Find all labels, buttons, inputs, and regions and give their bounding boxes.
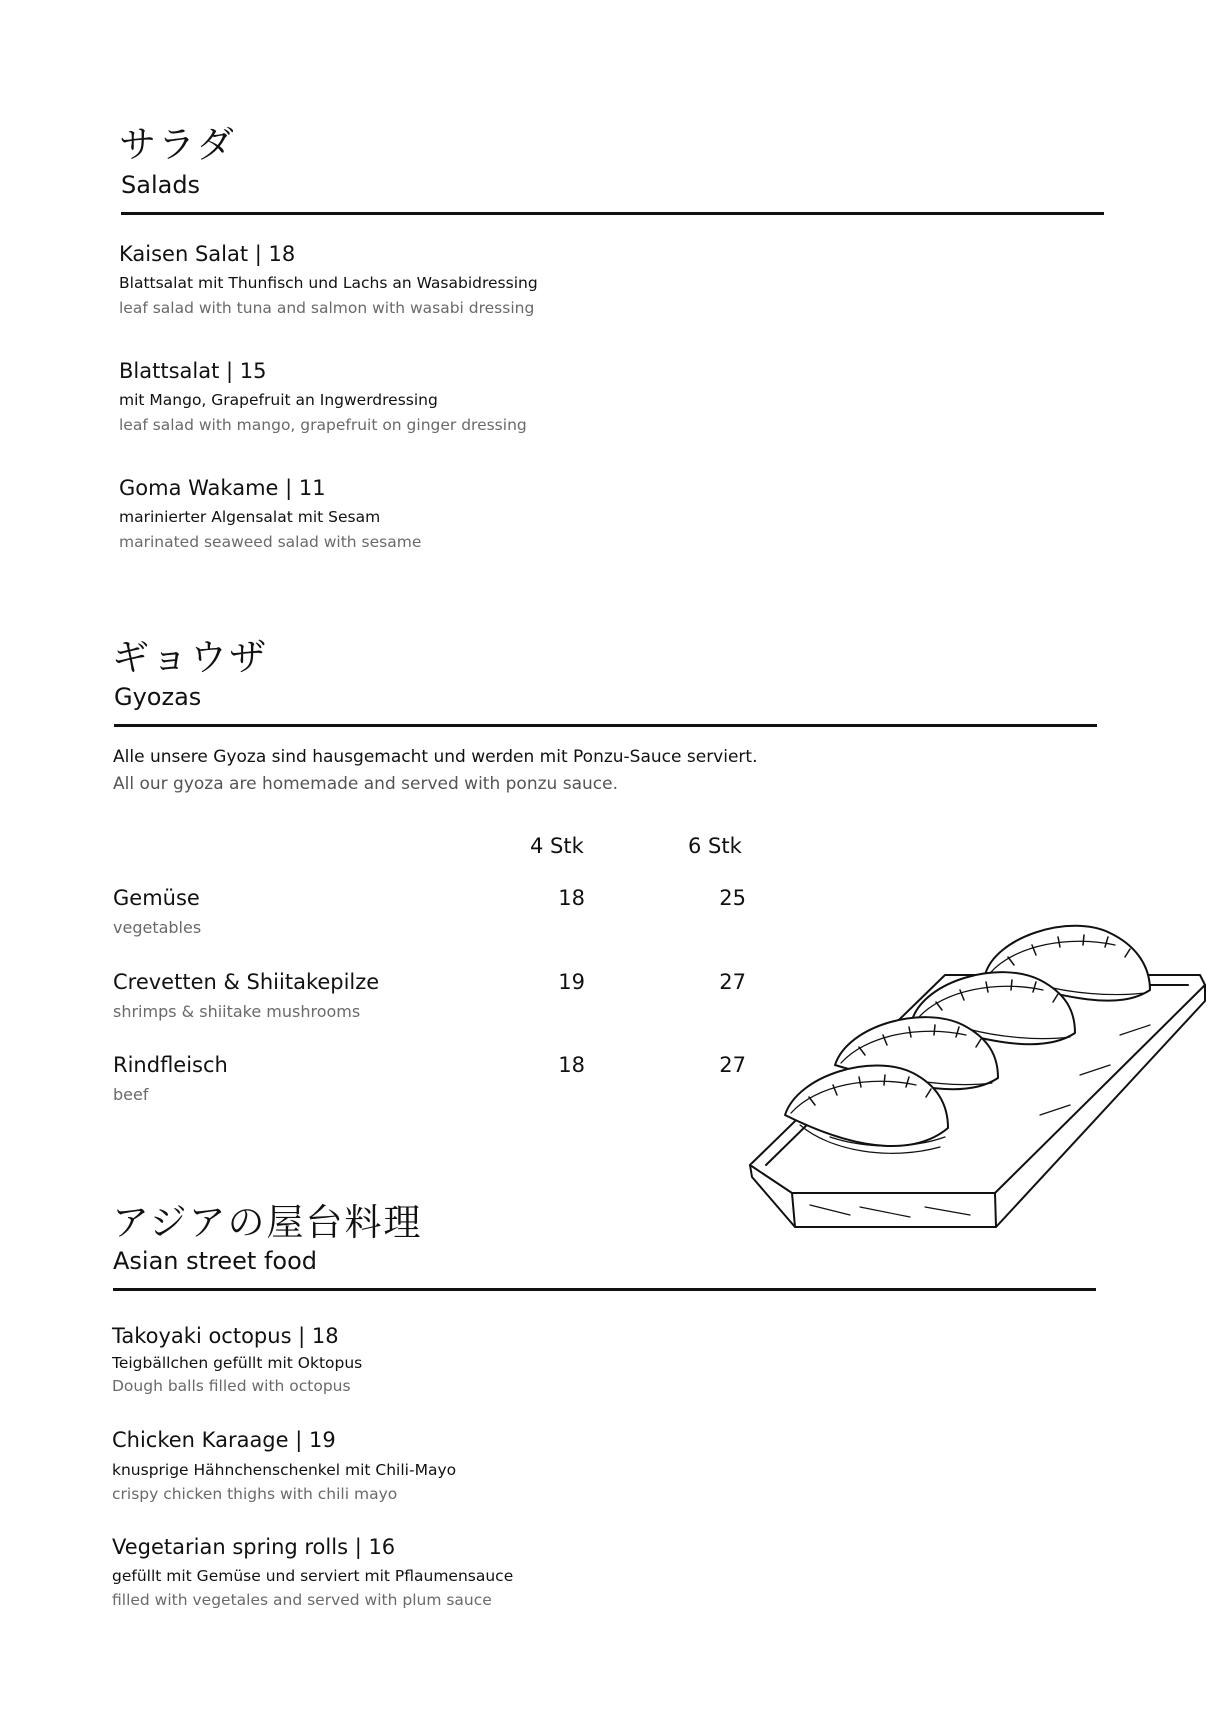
salad-item-name: Blattsalat | 15	[119, 359, 267, 383]
gyoza-plate-icon	[740, 915, 1210, 1235]
street-food-item-en: filled with vegetales and served with plum sauce	[112, 1591, 492, 1609]
col-header-4-pieces: 4 Stk	[530, 834, 584, 858]
street-food-item-en: crispy chicken thighs with chili mayo	[112, 1485, 398, 1503]
street-food-jp-title: アジアの屋台料理	[112, 1201, 423, 1244]
salad-item-en: marinated seaweed salad with sesame	[119, 533, 422, 551]
street-food-item-de: knusprige Hähnchenschenkel mit Chili-Mayo	[112, 1461, 457, 1479]
col-header-6-pieces: 6 Stk	[688, 834, 742, 858]
street-food-divider	[113, 1288, 1096, 1291]
gyoza-price-6: 27	[719, 1053, 746, 1077]
gyoza-item-en: shrimps & shiitake mushrooms	[113, 1002, 361, 1021]
gyoza-item-name: Crevetten & Shiitakepilze	[113, 970, 380, 994]
salads-divider	[121, 212, 1104, 215]
gyozas-title: Gyozas	[114, 683, 202, 711]
street-food-title: Asian street food	[113, 1247, 318, 1275]
street-food-item-de: Teigbällchen gefüllt mit Oktopus	[112, 1354, 363, 1372]
salad-item-name: Goma Wakame | 11	[119, 476, 326, 500]
gyozas-intro-de: Alle unsere Gyoza sind hausgemacht und werden mit Ponzu-Sauce serviert.	[113, 747, 758, 767]
salad-item-de: mit Mango, Grapefruit an Ingwerdressing	[119, 391, 438, 409]
gyoza-item-name: Rindfleisch	[113, 1053, 228, 1077]
salads-jp-title: サラダ	[119, 123, 236, 166]
gyoza-price-6: 25	[719, 886, 746, 910]
gyozas-intro-en: All our gyoza are homemade and served with ponzu sauce.	[113, 774, 618, 794]
street-food-item-name: Takoyaki octopus | 18	[112, 1324, 339, 1348]
gyoza-price-4: 18	[558, 886, 585, 910]
street-food-item-de: gefüllt mit Gemüse und serviert mit Pflaumensauce	[112, 1567, 514, 1585]
gyoza-item-name: Gemüse	[113, 886, 200, 910]
salad-item-en: leaf salad with tuna and salmon with wasabi dressing	[119, 299, 535, 317]
gyoza-item-en: vegetables	[113, 918, 202, 937]
gyoza-price-4: 18	[558, 1053, 585, 1077]
salad-item-de: marinierter Algensalat mit Sesam	[119, 508, 381, 526]
street-food-item-en: Dough balls filled with octopus	[112, 1377, 351, 1395]
salad-item-en: leaf salad with mango, grapefruit on ginger dressing	[119, 416, 527, 434]
salad-item-de: Blattsalat mit Thunfisch und Lachs an Wasabidressing	[119, 274, 538, 292]
gyoza-price-4: 19	[558, 970, 585, 994]
salads-title: Salads	[121, 171, 201, 199]
street-food-item-name: Vegetarian spring rolls | 16	[112, 1535, 396, 1559]
gyoza-item-en: beef	[113, 1085, 149, 1104]
salad-item-name: Kaisen Salat | 18	[119, 242, 296, 266]
gyozas-divider	[114, 724, 1097, 727]
gyoza-price-6: 27	[719, 970, 746, 994]
street-food-item-name: Chicken Karaage | 19	[112, 1428, 336, 1452]
gyozas-jp-title: ギョウザ	[112, 636, 268, 679]
